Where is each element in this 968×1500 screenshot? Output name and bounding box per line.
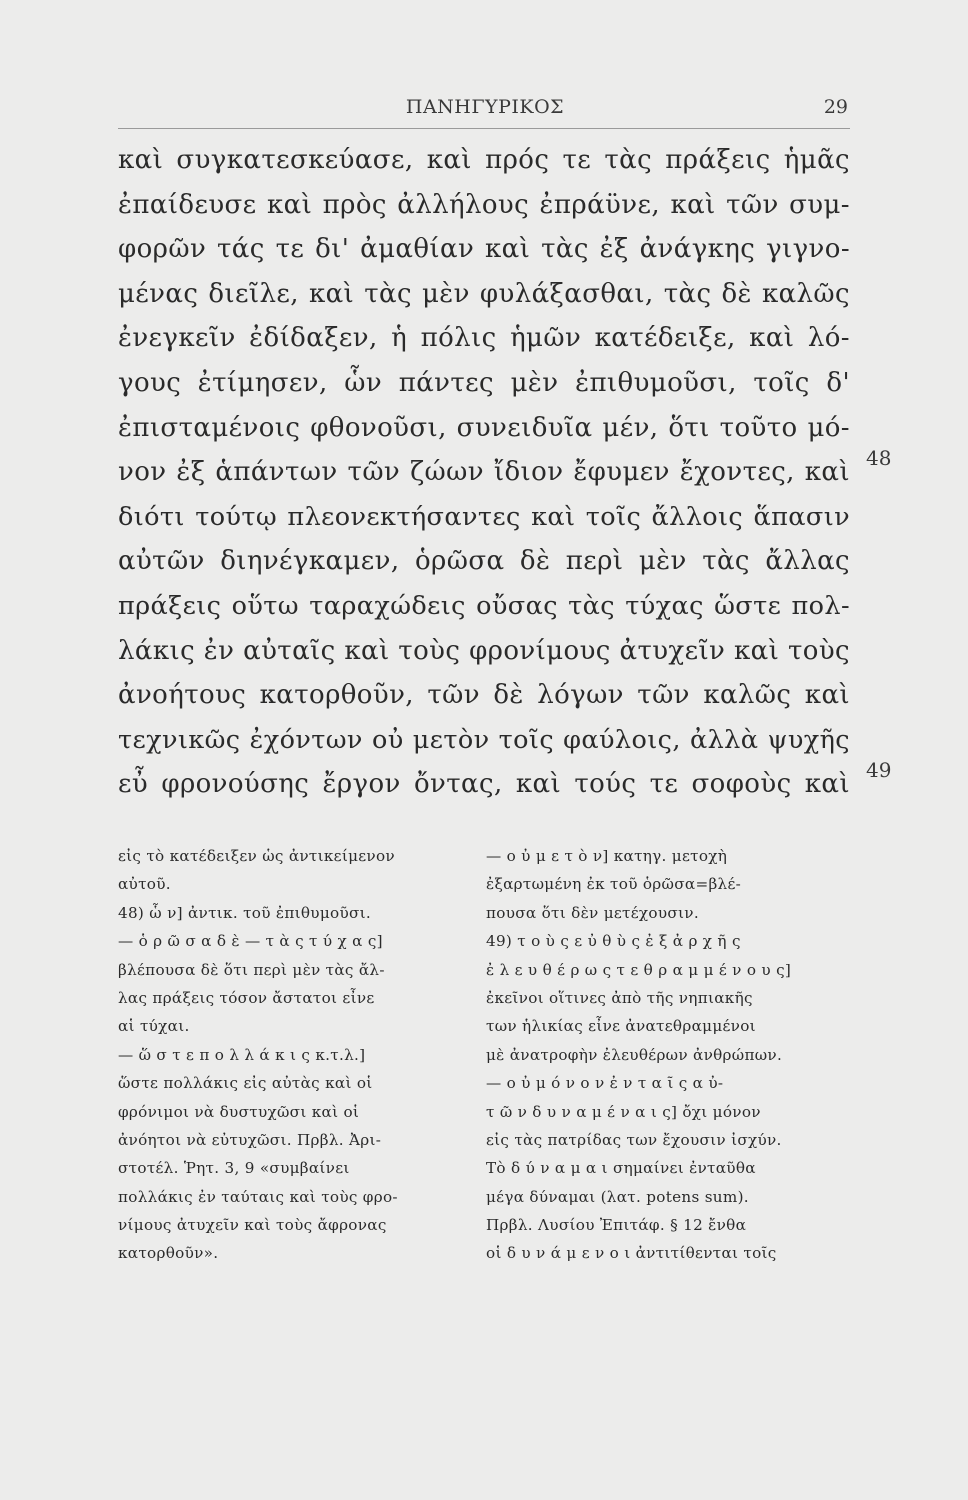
page-number: 29 bbox=[823, 96, 848, 118]
footnote-line: τ ῶ ν δ υ ν α μ έ ν α ι ς] ὄχι μόνον bbox=[486, 1102, 761, 1121]
footnote-line: στοτέλ. Ῥητ. 3, 9 «συμβαίνει bbox=[118, 1159, 350, 1178]
main-line: πράξεις οὕτω ταραχώδεις οὔσας τὰς τύχας ὥστε πολ- bbox=[118, 590, 850, 621]
header-rule bbox=[118, 128, 850, 129]
main-line: διότι τούτῳ πλεονεκτήσαντες καὶ τοῖς ἄλλοις ἅπασιν bbox=[118, 501, 850, 532]
footnote-line: — ὁ ρ ῶ σ α δ ὲ — τ ὰ ς τ ύ χ α ς] bbox=[118, 932, 383, 951]
footnote-line: — ο ὐ μ ό ν ο ν ἐ ν τ α ῖ ς α ὐ- bbox=[486, 1074, 724, 1093]
footnote-line: αἱ τύχαι. bbox=[118, 1017, 190, 1036]
main-line: νον ἐξ ἁπάντων τῶν ζώων ἴδιον ἔφυμεν ἔχοντες, καὶ bbox=[118, 457, 850, 488]
footnote-line: εἰς τὸ κατέδειξεν ὡς ἀντικείμενον bbox=[118, 847, 395, 865]
main-line: γους ἐτίμησεν, ὧν πάντες μὲν ἐπιθυμοῦσι, τοῖς δ' bbox=[118, 367, 850, 398]
footnote-line: οἱ δ υ ν ά μ ε ν ο ι ἀντιτίθενται τοῖς bbox=[486, 1244, 777, 1263]
footnote-line: νίμους ἀτυχεῖν καὶ τοὺς ἄφρονας bbox=[118, 1216, 387, 1235]
main-line: ἐπισταμένοις φθονοῦσι, συνειδυῖα μέν, ὅτι τοῦτο μό- bbox=[118, 412, 850, 443]
running-title: ΠΑΝΗΓΥΡΙΚΟΣ bbox=[405, 96, 565, 118]
main-line: μένας διεῖλε, καὶ τὰς μὲν φυλάξασθαι, τὰς δὲ καλῶς bbox=[118, 278, 850, 309]
footnote-line: μέγα δύναμαι (λατ. potens sum). bbox=[486, 1187, 749, 1206]
main-line: καὶ συγκατεσκεύασε, καὶ πρός τε τὰς πράξεις ἡμᾶς bbox=[118, 145, 850, 175]
main-line: ἐπαίδευσε καὶ πρὸς ἀλλήλους ἐπράϋνε, καὶ τῶν συμ- bbox=[118, 189, 850, 220]
footnotes-left-column bbox=[118, 842, 470, 1268]
footnote-line: πουσα ὅτι δὲν μετέχουσιν. bbox=[486, 903, 699, 922]
footnote-line: ὥστε πολλάκις εἰς αὐτὰς καὶ οἱ bbox=[118, 1074, 373, 1093]
footnote-line: — ὥ σ τ ε π ο λ λ ά κ ι ς κ.τ.λ.] bbox=[118, 1045, 366, 1064]
margin-section-number: 48 bbox=[866, 446, 892, 470]
running-header bbox=[0, 96, 968, 126]
main-line: ἀνοήτους κατορθοῦν, τῶν δὲ λόγων τῶν καλῶς καὶ bbox=[118, 680, 850, 711]
main-line: ἐνεγκεῖν ἐδίδαξεν, ἡ πόλις ἡμῶν κατέδειξε, καὶ λό- bbox=[118, 323, 850, 354]
footnote-line: φρόνιμοι νὰ δυστυχῶσι καὶ οἱ bbox=[118, 1102, 360, 1121]
footnote-line: πολλάκις ἐν ταύταις καὶ τοὺς φρο- bbox=[118, 1187, 398, 1206]
main-line: λάκις ἐν αὐταῖς καὶ τοὺς φρονίμους ἀτυχεῖν καὶ τοὺς bbox=[118, 635, 850, 666]
main-line: εὖ φρονούσης ἔργον ὄντας, καὶ τούς τε σοφοὺς καὶ bbox=[118, 769, 850, 800]
footnote-line: ἀνόητοι νὰ εὐτυχῶσι. Πρβλ. Ἀρι- bbox=[118, 1130, 382, 1149]
main-line: τεχνικῶς ἐχόντων οὐ μετὸν τοῖς φαύλοις, ἀλλὰ ψυχῆς bbox=[118, 724, 850, 755]
footnote-line: ἐκεῖνοι οἵτινες ἀπὸ τῆς νηπιακῆς bbox=[486, 988, 753, 1007]
footnote-line: λας πράξεις τόσον ἄστατοι εἶνε bbox=[118, 988, 375, 1007]
footnote-line: εἰς τὰς πατρίδας των ἔχουσιν ἰσχύν. bbox=[486, 1130, 782, 1149]
footnote-line: ἐ λ ε υ θ έ ρ ω ς τ ε θ ρ α μ μ έ ν ο υ ς] bbox=[486, 960, 792, 979]
margin-section-number: 49 bbox=[866, 758, 892, 782]
main-line: αὐτῶν διηνέγκαμεν, ὁρῶσα δὲ περὶ μὲν τὰς ἄλλας bbox=[118, 546, 850, 577]
footnote-line: των ἡλικίας εἶνε ἀνατεθραμμένοι bbox=[486, 1017, 756, 1036]
footnote-line: ἐξαρτωμένη ἐκ τοῦ ὁρῶσα=βλέ- bbox=[486, 875, 742, 894]
footnote-line: — ο ὐ μ ε τ ὸ ν] κατηγ. μετοχὴ bbox=[486, 847, 728, 865]
footnote-line: αὐτοῦ. bbox=[118, 875, 171, 894]
footnotes-right-column bbox=[486, 842, 854, 1268]
footnote-line: 48) ὧ ν] ἀντικ. τοῦ ἐπιθυμοῦσι. bbox=[118, 903, 372, 922]
main-line: φορῶν τάς τε δι' ἀμαθίαν καὶ τὰς ἐξ ἀνάγκης γιγνο- bbox=[118, 234, 850, 265]
footnote-line: 49) τ ο ὺ ς ε ὐ θ ὺ ς ἐ ξ ἀ ρ χ ῆ ς bbox=[486, 932, 741, 951]
footnote-line: μὲ ἀνατροφὴν ἐλευθέρων ἀνθρώπων. bbox=[486, 1045, 783, 1064]
footnote-line: Πρβλ. Λυσίου Ἐπιτάφ. § 12 ἔνθα bbox=[486, 1216, 747, 1235]
footnote-line: βλέπουσα δὲ ὅτι περὶ μὲν τὰς ἄλ- bbox=[118, 960, 385, 979]
footnote-line: Τὸ δ ύ ν α μ α ι σημαίνει ἐνταῦθα bbox=[486, 1159, 756, 1178]
footnote-line: κατορθοῦν». bbox=[118, 1244, 219, 1263]
main-text bbox=[118, 138, 850, 807]
